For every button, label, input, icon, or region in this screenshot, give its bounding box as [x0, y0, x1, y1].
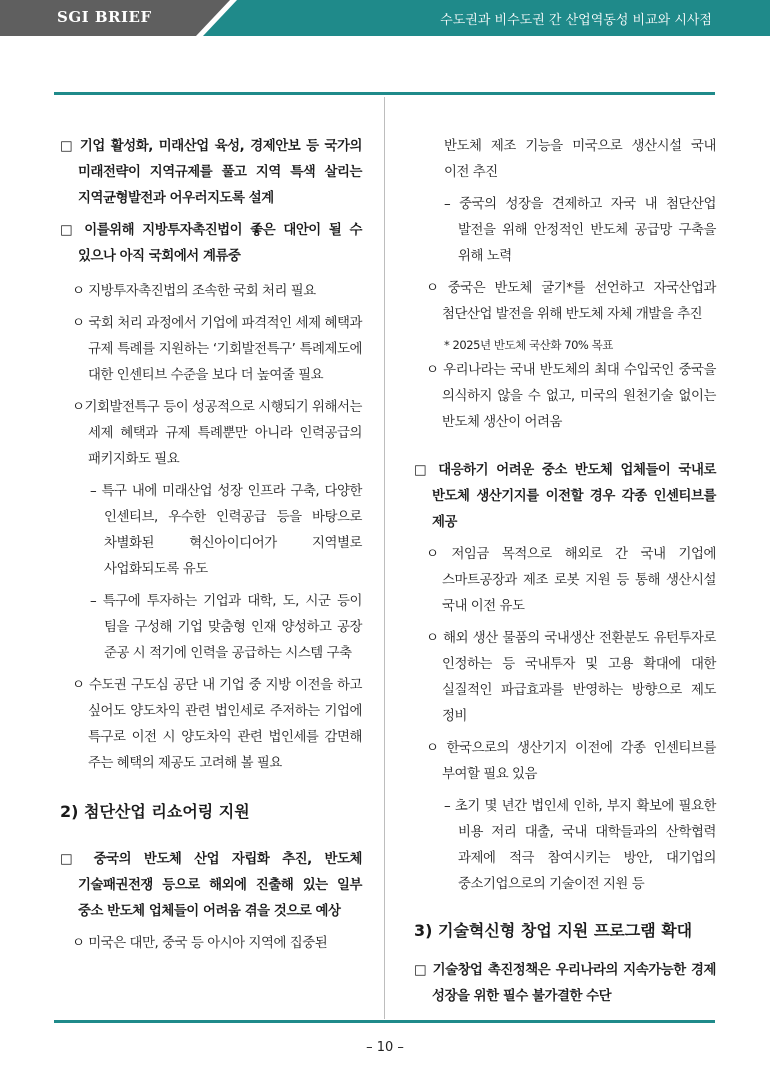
circle-item: ㅇ 저임금 목적으로 해외로 간 국내 기업에 스마트공장과 제조 로봇 지원 등 통해 생산시설 국내 이전 유도: [426, 547, 716, 614]
box-item: □ 대응하기 어려운 중소 반도체 업체들이 국내로 반도체 생산기지를 이전할 경우 각종 인센티브를 제공: [414, 463, 716, 530]
left-column: [60, 134, 362, 957]
section-heading: 3) 기술혁신형 창업 지원 프로그램 확대: [414, 921, 693, 940]
circle-item: ㅇ 지방투자촉진법의 조속한 국회 처리 필요: [72, 284, 316, 299]
circle-item: ㅇ기회발전특구 등이 성공적으로 시행되기 위해서는 세제 혜택과 규제 특례뿐만 아니라 인력공급의 패키지화도 필요: [72, 400, 362, 467]
column-divider: [384, 97, 385, 1019]
continued-text: 반도체 제조 기능을 미국으로 생산시설 국내 이전 추진: [444, 139, 716, 180]
circle-item: ㅇ 한국으로의 생산기지 이전에 각종 인센티브를 부여할 필요 있음: [426, 741, 716, 782]
circle-item: ㅇ 수도권 구도심 공단 내 기업 중 지방 이전을 하고 싶어도 양도차익 관련 법인세로 주저하는 기업에 특구로 이전 시 양도차익 관련 법인세를 감면해 주는 혜택의 제공도 고려해 볼 필요: [72, 678, 362, 771]
page-number: – 10 –: [366, 1040, 404, 1055]
dash-item: – 중국의 성장을 견제하고 자국 내 첨단산업 발전을 위해 안정적인 반도체 공급망 구축을 위해 노력: [444, 197, 716, 264]
box-item: □ 중국의 반도체 산업 자립화 추진, 반도체 기술패권전쟁 등으로 해외에 진출해 있는 일부 중소 반도체 업체들이 어려움 겪을 것으로 예상: [60, 852, 362, 919]
dash-item: – 특구 내에 미래산업 성장 인프라 구축, 다양한 인센티브, 우수한 인력공급 등을 바탕으로 차별화된 혁신아이디어가 지역별로 사업화되도록 유도: [90, 484, 362, 577]
header-title: 수도권과 비수도권 간 산업역동성 비교와 시사점: [440, 13, 712, 28]
right-column: [414, 134, 716, 1010]
dash-item: – 특구에 투자하는 기업과 대학, 도, 시군 등이 팀을 구성해 기업 맞춤형 인재 양성하고 공장 준공 시 적기에 인력을 공급하는 시스템 구축: [90, 594, 362, 661]
circle-item: ㅇ 국회 처리 과정에서 기업에 파격적인 세제 혜택과 규제 특례를 지원하는 ‘기회발전특구’ 특례제도에 대한 인센티브 수준을 보다 더 높여줄 필요: [72, 316, 362, 383]
circle-item: ㅇ 미국은 대만, 중국 등 아시아 지역에 집중된: [72, 936, 328, 951]
brand-label: SGI BRIEF: [57, 8, 152, 26]
circle-item: ㅇ 우리나라는 국내 반도체의 최대 수입국인 중국을 의식하지 않을 수 없고, 미국의 원천기술 없이는 반도체 생산이 어려움: [426, 363, 716, 430]
box-item: □ 기업 활성화, 미래산업 육성, 경제안보 등 국가의 미래전략이 지역규제를 풀고 지역 특색 살리는 지역균형발전과 어우러지도록 설계: [60, 139, 362, 206]
box-item: □ 이를위해 지방투자촉진법이 좋은 대안이 될 수 있으나 아직 국회에서 계류중: [60, 223, 362, 264]
section-heading: 2) 첨단산업 리쇼어링 지원: [60, 802, 250, 821]
bottom-rule: [54, 1020, 715, 1023]
dash-item: – 초기 몇 년간 법인세 인하, 부지 확보에 필요한 비용 저리 대출, 국내 대학들과의 산학협력 과제에 적극 참여시키는 방안, 대기업의 중소기업으로의 기술이전 지원 등: [444, 799, 716, 892]
box-item: □ 기술창업 촉진정책은 우리나라의 지속가능한 경제 성장을 위한 필수 불가결한 수단: [414, 963, 716, 1004]
top-rule: [54, 92, 715, 95]
footnote: * 2025년 반도체 국산화 70% 목표: [444, 338, 613, 352]
circle-item: ㅇ 해외 생산 물품의 국내생산 전환분도 유턴투자로 인정하는 등 국내투자 및 고용 확대에 대한 실질적인 파급효과를 반영하는 방향으로 제도 정비: [426, 631, 716, 724]
page-header: [0, 0, 770, 36]
circle-item: ㅇ 중국은 반도체 굴기*를 선언하고 자국산업과 첨단산업 발전을 위해 반도체 자체 개발을 추진: [426, 281, 716, 322]
